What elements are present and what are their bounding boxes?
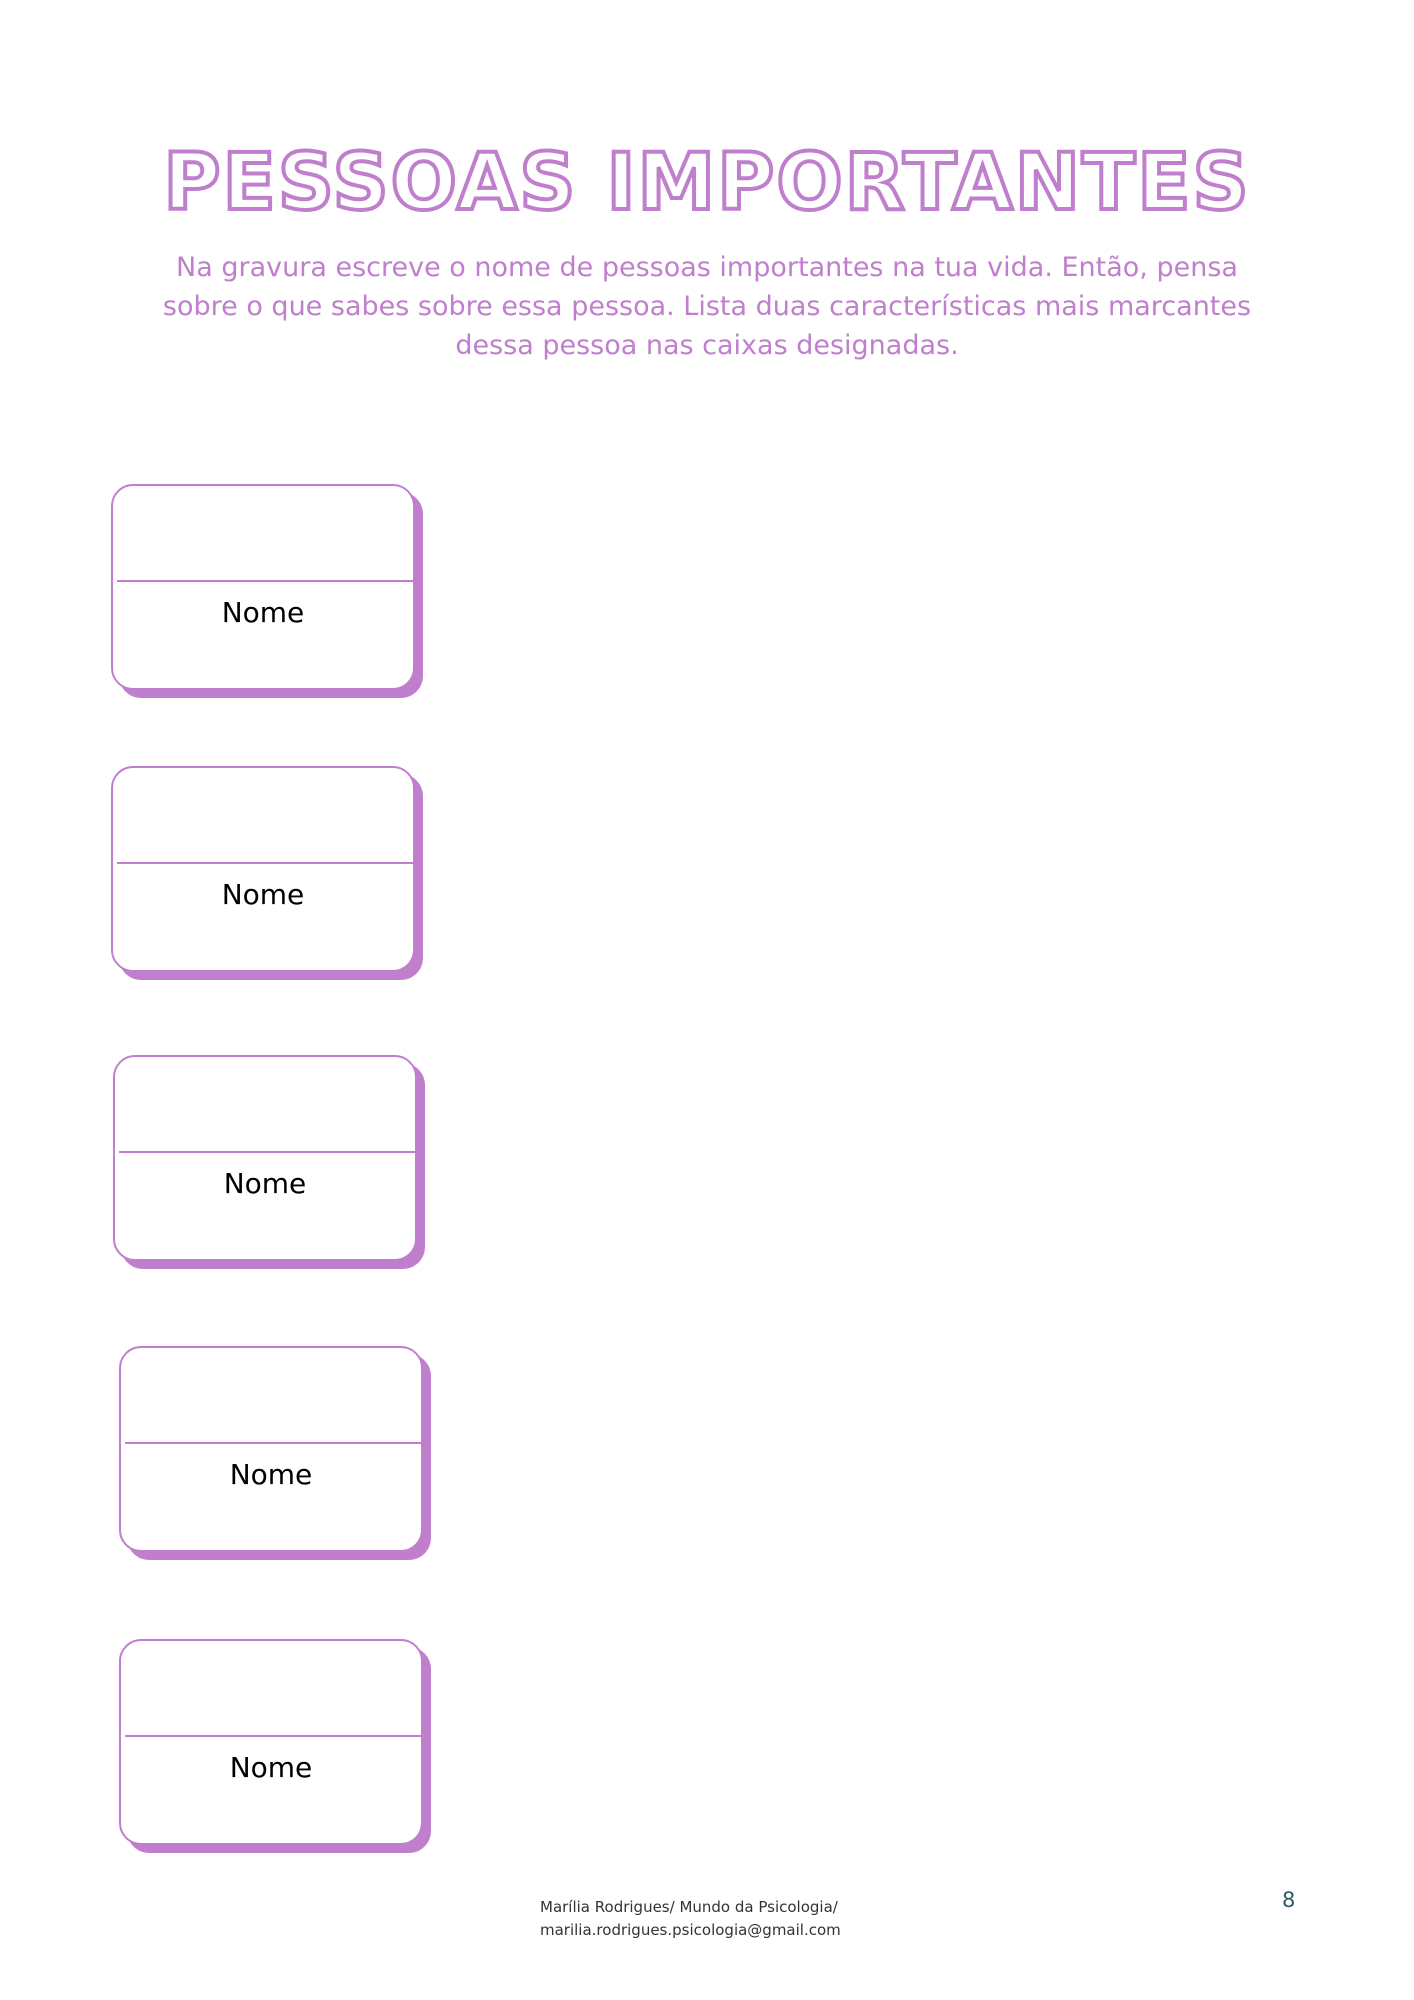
footer-author: Marília Rodrigues/ Mundo da Psicologia/ — [540, 1898, 838, 1916]
name-card-5[interactable] — [119, 1639, 423, 1845]
card-divider — [125, 1735, 421, 1737]
card-label: Nome — [229, 1751, 313, 1784]
card-divider — [117, 580, 413, 582]
page-title: PESSOAS IMPORTANTES — [163, 138, 1251, 228]
card-label: Nome — [223, 1167, 307, 1200]
page-number: 8 — [1282, 1888, 1296, 1912]
instructions-text: Na gravura escreve o nome de pessoas importantes na tua vida. Então, pensa sobre o que sabes sobre essa pessoa. Lista duas características mais marcantes dessa pessoa nas caixas designadas. — [162, 252, 1252, 361]
name-card-2[interactable] — [111, 766, 415, 972]
name-card-4[interactable] — [119, 1346, 423, 1552]
name-card-1[interactable] — [111, 484, 415, 690]
card-label: Nome — [229, 1458, 313, 1491]
card-label: Nome — [221, 878, 305, 911]
name-card-3[interactable] — [113, 1055, 417, 1261]
footer-email: marilia.rodrigues.psicologia@gmail.com — [540, 1921, 841, 1939]
footer-credits — [540, 1896, 841, 1942]
card-divider — [119, 1151, 415, 1153]
card-divider — [117, 862, 413, 864]
card-divider — [125, 1442, 421, 1444]
card-label: Nome — [221, 596, 305, 629]
